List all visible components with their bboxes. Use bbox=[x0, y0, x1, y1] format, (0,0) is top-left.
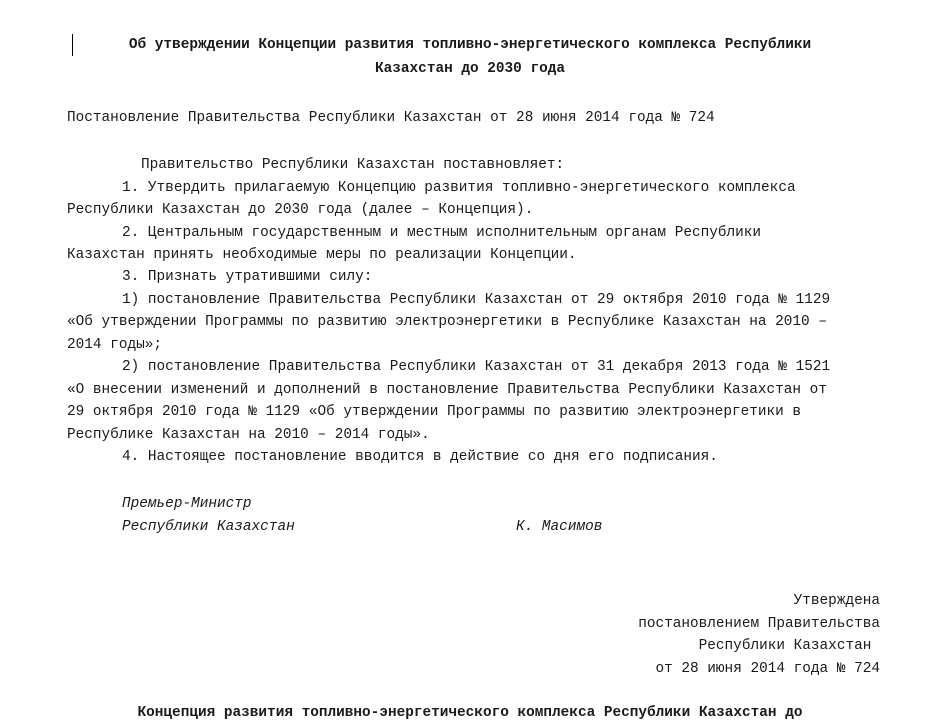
body-line: Казахстан принять необходимые меры по реализации Концепции. bbox=[67, 247, 577, 263]
body-line: «О внесении изменений и дополнений в постановление Правительства Республики Казахстан от bbox=[67, 382, 827, 398]
approval-line: Республики Казахстан bbox=[698, 638, 880, 654]
body-line: 4. Настоящее постановление вводится в действие со дня его подписания. bbox=[122, 449, 718, 465]
body-line: 1) постановление Правительства Республики Казахстан от 29 октября 2010 года № 1129 bbox=[122, 292, 831, 308]
body-line: 2014 годы»; bbox=[67, 337, 162, 353]
body-line: Республике Казахстан на 2010 – 2014 годы». bbox=[67, 427, 430, 443]
body-line: Правительство Республики Казахстан поставновляет: bbox=[141, 157, 565, 173]
approval-block bbox=[638, 590, 880, 680]
signature-position-line-2: Республики Казахстан bbox=[122, 519, 295, 535]
signature-name: К. Масимов bbox=[516, 519, 603, 535]
approval-line: Утверждена bbox=[793, 593, 880, 609]
title-line-1: Об утверждении Концепции развития топливно-энергетического комплекса Республики bbox=[128, 37, 812, 53]
body-line: «Об утверждении Программы по развитию электроэнергетики в Республике Казахстан на 2010 – bbox=[67, 314, 827, 330]
signature-position-line-1: Премьер-Министр bbox=[122, 496, 252, 512]
body-line: 2. Центральным государственным и местным исполнительным органам Республики bbox=[122, 225, 762, 241]
document-subtitle: Постановление Правительства Республики Казахстан от 28 июня 2014 года № 724 bbox=[67, 110, 715, 126]
body-line: 2) постановление Правительства Республики Казахстан от 31 декабря 2013 года № 1521 bbox=[122, 359, 831, 375]
approval-line: постановлением Правительства bbox=[638, 615, 880, 632]
document-title bbox=[60, 33, 880, 81]
body-line: 3. Признать утратившими силу: bbox=[122, 269, 373, 285]
body-line: Республики Казахстан до 2030 года (далее – Концепция). bbox=[67, 202, 534, 218]
title-line-2: Казахстан до 2030 года bbox=[375, 61, 565, 77]
body-line: 29 октября 2010 года № 1129 «Об утверждении Программы по развитию электроэнергетики в bbox=[67, 404, 802, 420]
concept-title: Концепция развития топливно-энергетического комплекса Республики Казахстан до bbox=[137, 705, 803, 721]
approval-line: от 28 июня 2014 года № 724 bbox=[655, 660, 880, 677]
body-line: 1. Утвердить прилагаемую Концепцию развития топливно-энергетического комплекса bbox=[122, 180, 796, 196]
